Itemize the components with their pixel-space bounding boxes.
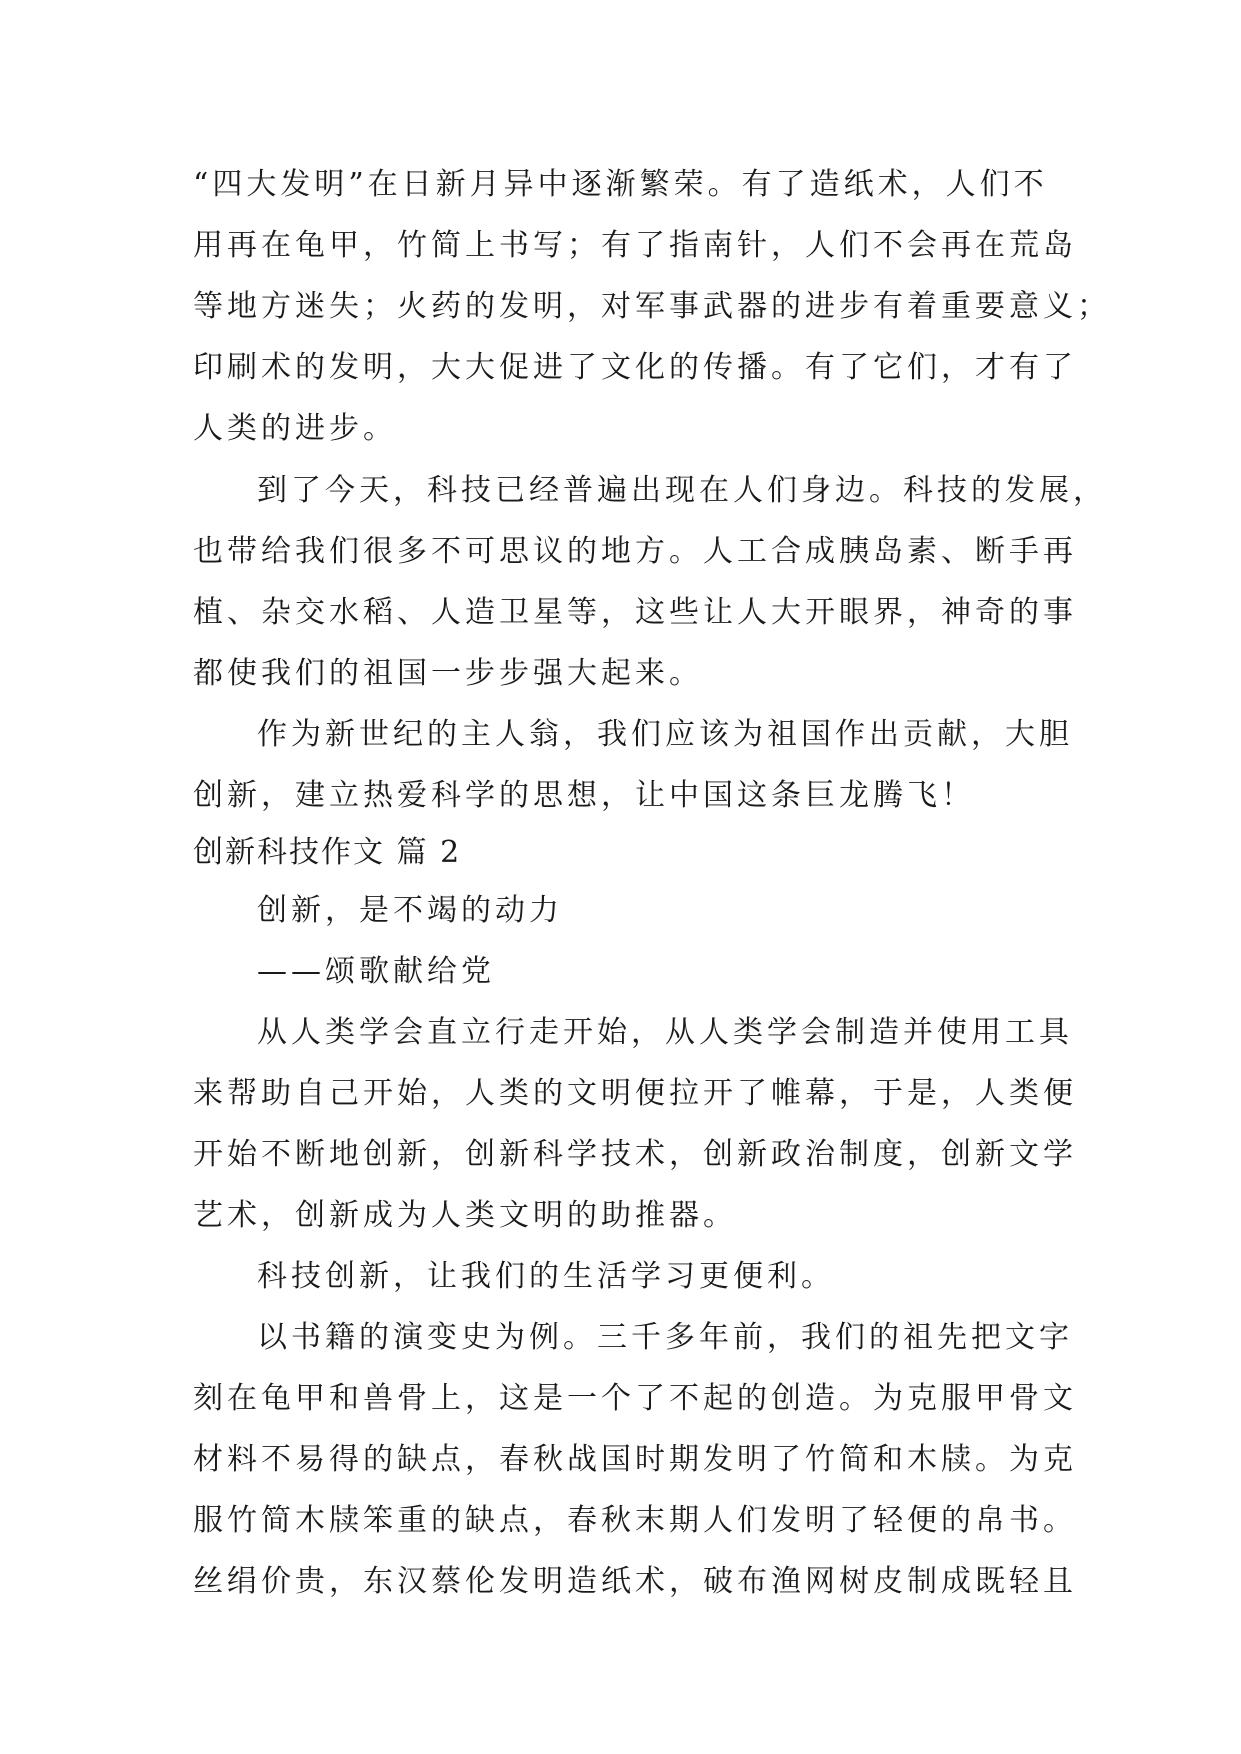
text-line: 植、杂交水稻、人造卫星等，这些让人大开眼界，神奇的事 [193,595,1077,630]
text-line: 用再在龟甲，竹简上书写；有了指南针，人们不会再在荒岛 [193,228,1077,263]
text-line: 艺术，创新成为人类文明的助推器。 [193,1198,737,1233]
text-line: 印刷术的发明，大大促进了文化的传播。有了它们，才有了 [193,350,1077,385]
text-line: 开始不断地创新，创新科学技术，创新政治制度，创新文学 [193,1137,1077,1172]
text-line: 创新，建立热爱科学的思想，让中国这条巨龙腾飞！ [193,778,975,813]
text-line: 都使我们的祖国一步步强大起来。 [193,656,703,691]
text-line: 作为新世纪的主人翁，我们应该为祖国作出贡献，大胆 [257,717,1073,752]
text-line: 刻在龟甲和兽骨上，这是一个了不起的创造。为克服甲骨文 [193,1381,1077,1416]
text-line: 从人类学会直立行走开始，从人类学会制造并使用工具 [257,1015,1073,1050]
text-line: 也带给我们很多不可思议的地方。人工合成胰岛素、断手再 [193,534,1077,569]
text-line: 材料不易得的缺点，春秋战国时期发明了竹简和木牍。为克 [193,1442,1077,1477]
text-line: 以书籍的演变史为例。三千多年前，我们的祖先把文字 [257,1320,1073,1355]
text-line: 等地方迷失；火药的发明，对军事武器的进步有着重要意义； [193,289,1111,324]
essay-subtitle: ——颂歌献给党 [257,954,495,989]
text-line: 到了今天，科技已经普遍出现在人们身边。科技的发展， [257,473,1107,508]
text-line: 服竹简木牍笨重的缺点，春秋末期人们发明了轻便的帛书。 [193,1503,1077,1538]
text-line: 人类的进步。 [193,411,397,446]
section-heading: 创新科技作文 篇 2 [193,835,462,870]
text-line: 丝绢价贵，东汉蔡伦发明造纸术，破布渔网树皮制成既轻且 [193,1564,1077,1599]
text-line: “四大发明”在日新月异中逐渐繁荣。有了造纸术，人们不 [193,167,1048,202]
text-line: 来帮助自己开始，人类的文明便拉开了帷幕，于是，人类便 [193,1076,1077,1111]
essay-title: 创新，是不竭的动力 [257,893,563,928]
text-line: 科技创新，让我们的生活学习更便利。 [257,1259,835,1294]
